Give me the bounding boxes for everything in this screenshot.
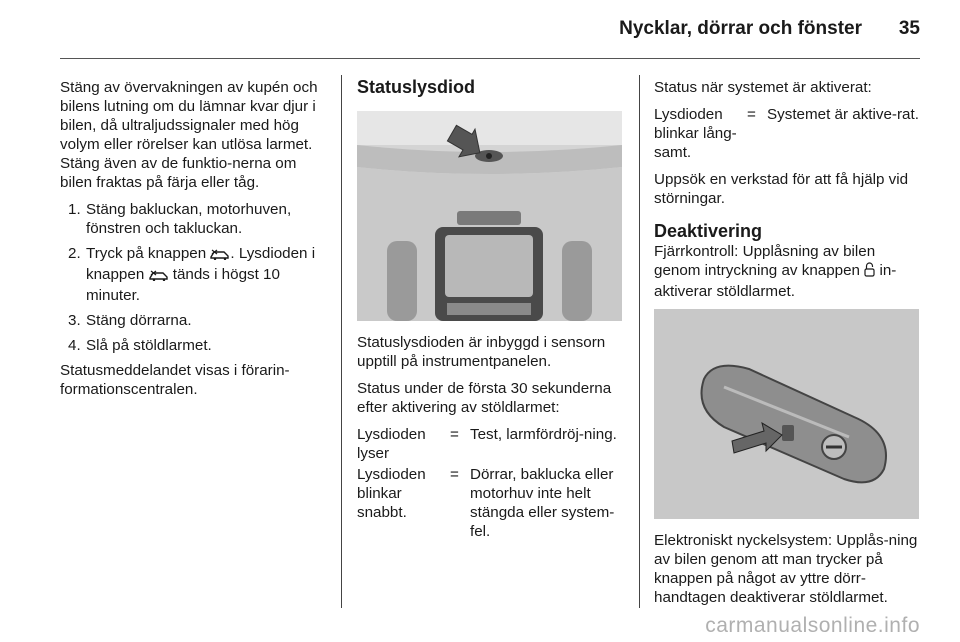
column-right bbox=[654, 78, 924, 615]
remote-text: in-aktiverar stöldlarmet. bbox=[654, 262, 897, 300]
remote-text: Fjärrkontroll: Upplåsning av bilen genom intryckning av knappen bbox=[654, 243, 876, 279]
section-heading-status-led: Statuslysdiod bbox=[357, 77, 476, 97]
steps-list bbox=[60, 200, 326, 355]
status-state: Lysdioden lyser bbox=[357, 426, 426, 462]
status-separator: = bbox=[450, 466, 459, 483]
page-header bbox=[0, 0, 960, 62]
status-meaning: Test, larmfördröj-ning. bbox=[470, 426, 617, 443]
status-table bbox=[357, 425, 625, 541]
outro-paragraph: Statusmeddelandet visas i förarin-formationscentralen. bbox=[60, 362, 290, 398]
car-tilt-monitor-icon bbox=[149, 267, 169, 286]
workshop-paragraph: Uppsök en verkstad för att få hjälp vid störningar. bbox=[654, 171, 909, 207]
list-item bbox=[60, 336, 326, 355]
status-intro: Status under de första 30 sekunderna efter aktivering av stöldlarmet: bbox=[357, 380, 612, 416]
status-separator: = bbox=[450, 426, 459, 443]
dashboard-sensor-photo bbox=[357, 111, 622, 321]
step-text: Stäng dörrarna. bbox=[86, 312, 192, 329]
list-item bbox=[60, 311, 326, 330]
car-tilt-monitor-icon bbox=[210, 246, 230, 265]
status-separator: = bbox=[747, 106, 756, 123]
step-number: 1. bbox=[68, 201, 81, 218]
step-number: 4. bbox=[68, 337, 81, 354]
table-row bbox=[357, 465, 625, 541]
step-text: tänds i högst 10 minuter. bbox=[86, 266, 280, 304]
table-row bbox=[654, 105, 924, 162]
door-handle-photo bbox=[654, 309, 919, 519]
column-left bbox=[60, 78, 326, 407]
watermark: carmanualsonline.info bbox=[705, 614, 920, 637]
step-text: Stäng bakluckan, motorhuven, fönstren och takluckan. bbox=[86, 201, 292, 237]
column-divider bbox=[639, 75, 640, 608]
step-text: Slå på stöldlarmet. bbox=[86, 337, 212, 354]
photo-caption: Statuslysdioden är inbyggd i sensorn upptill på instrumentpanelen. bbox=[357, 334, 606, 370]
step-number: 2. bbox=[68, 245, 81, 262]
status-meaning: Dörrar, baklucka eller motorhuv inte helt stängda eller system-fel. bbox=[470, 466, 615, 540]
column-middle bbox=[357, 78, 625, 549]
table-row bbox=[357, 425, 625, 463]
step-number: 3. bbox=[68, 312, 81, 329]
active-status-table bbox=[654, 105, 924, 162]
column-divider bbox=[341, 75, 342, 608]
remote-paragraph bbox=[654, 242, 924, 301]
status-meaning: Systemet är aktive-rat. bbox=[767, 106, 919, 123]
keyless-paragraph: Elektroniskt nyckelsystem: Upplås-ning av bilen genom att man trycker på knappen på något av yttre dörr-handtagen deaktiverar stöldlarmet. bbox=[654, 532, 918, 606]
step-text: . Lysdioden i knappen bbox=[86, 245, 316, 283]
page-number: 35 bbox=[898, 18, 920, 39]
step-text: Tryck på knappen bbox=[86, 245, 211, 262]
list-item bbox=[60, 200, 326, 238]
active-status-intro: Status när systemet är aktiverat: bbox=[654, 79, 872, 96]
status-state: Lysdioden blinkar lång-samt. bbox=[654, 106, 737, 161]
list-item bbox=[60, 244, 326, 305]
header-rule bbox=[60, 58, 920, 59]
page-title: Nycklar, dörrar och fönster bbox=[619, 18, 862, 39]
section-heading-deactivation: Deaktivering bbox=[654, 221, 763, 241]
padlock-open-icon bbox=[864, 262, 875, 282]
intro-paragraph: Stäng av övervakningen av kupén och bilens lutning om du lämnar kvar djur i bilen, då ultraljudssignaler med hög volym eller rörelser kan utlösa larmet. Stäng även av de funktio-nerna om bilen fraktas på färja eller tåg. bbox=[60, 79, 318, 191]
status-state: Lysdioden blinkar snabbt. bbox=[357, 466, 426, 521]
